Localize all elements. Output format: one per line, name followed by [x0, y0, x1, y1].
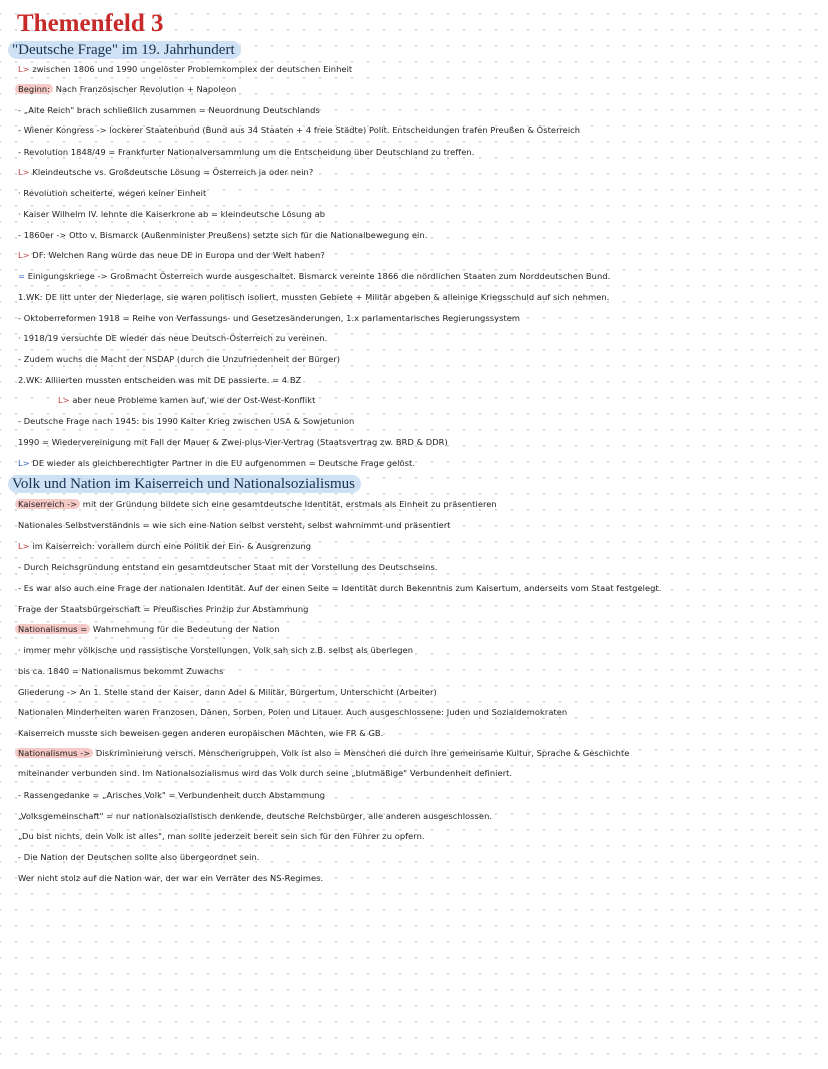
note-line [18, 747, 824, 759]
note-line [18, 332, 824, 344]
note-line [18, 603, 824, 615]
note-line [18, 249, 824, 261]
note-text: Wahrnehmung für die Bedeutung der Nation [90, 624, 280, 634]
section-heading: "Deutsche Frage" im 19. Jahrhundert [8, 41, 241, 59]
note-text: - Revolution 1848/49 = Frankfurter Nationalversammlung um die Entscheidung über Deutschland zu treffen. [18, 147, 475, 157]
note-text: · Revolution scheiterte, wegen keiner Einheit [18, 188, 207, 198]
note-line [18, 519, 824, 531]
note-text: - Wiener Kongress -> lockerer Staatenbund (Bund aus 34 Staaten + 4 freie Städte) Polit. Entscheidungen trafen Preußen & Österreich [18, 125, 581, 135]
note-text: 1990 = Wiedervereinigung mit Fall der Mauer & Zwei-plus-Vier-Vertrag (Staatsvertrag zw. BRD & DDR) [18, 437, 448, 447]
section-heading: Volk und Nation im Kaiserreich und Nationalsozialismus [8, 475, 361, 493]
note-text: „Du bist nichts, dein Volk ist alles", man sollte jederzeit bereit sein sich für den Führer zu opfern. [18, 831, 425, 841]
note-text: Gliederung -> An 1. Stelle stand der Kaiser, dann Adel & Militär, Bürgertum, Unterschicht (Arbeiter) [18, 687, 437, 697]
note-line [18, 789, 824, 801]
note-line [18, 706, 824, 718]
highlight-keyword: Nationalismus -> [15, 748, 93, 758]
note-text: aber neue Probleme kamen auf, wie der Ost-West-Konflikt [69, 395, 316, 405]
note-line [18, 665, 824, 677]
note-text: 1.WK: DE litt unter der Niederlage, sie waren politisch isoliert, mussten Gebiete + Militär abgeben & alleinige Kriegsschuld auf sich nehmen. [18, 292, 610, 302]
note-line [18, 63, 824, 75]
note-line [18, 561, 824, 573]
note-line [18, 229, 824, 241]
note-text: · Kaiser Wilhelm IV. lehnte die Kaiserkrone ab = kleindeutsche Lösung ab [18, 209, 326, 219]
note-text: Kaiserreich musste sich beweisen gegen anderen europäischen Mächten, wie FR & GB. [18, 728, 384, 738]
note-line [18, 457, 824, 469]
note-line [18, 270, 824, 282]
highlight-keyword: Beginn: [15, 84, 53, 94]
page-title: Themenfeld 3 [17, 10, 164, 37]
equals-marker: = [18, 271, 26, 281]
note-text: zwischen 1806 und 1990 ungelöster Problemkomplex der deutschen Einheit [29, 64, 353, 74]
note-text: Diskriminierung versch. Menschengruppen, Volk ist also = Menschen die durch ihre gemeinsame Kultur, Sprache & Geschichte [93, 748, 630, 758]
note-text: Kleindeutsche vs. Großdeutsche Lösung = Österreich ja oder nein? [29, 167, 314, 177]
note-text: - Rassengedanke = „Arisches Volk" = Verbundenheit durch Abstammung [18, 790, 326, 800]
note-line [18, 767, 824, 779]
note-line [18, 187, 824, 199]
arrow-marker: L> [18, 167, 30, 177]
note-line [18, 208, 824, 220]
note-text: bis ca. 1840 = Nationalismus bekommt Zuwachs [18, 666, 224, 676]
note-line [18, 104, 824, 116]
note-text: · 1918/19 versuchte DE wieder das neue Deutsch-Österreich zu vereinen. [18, 333, 328, 343]
note-line [18, 291, 824, 303]
note-line [18, 686, 824, 698]
note-text: Nationales Selbstverständnis = wie sich eine Nation selbst versteht, selbst wahrnimmt und präsentiert [18, 520, 451, 530]
note-text: miteinander verbunden sind. Im Nationalsozialismus wird das Volk durch seine „blutmäßige" Verbundenheit definiert. [18, 768, 513, 778]
note-text: Frage der Staatsbürgerschaft = Preußisches Prinzip zur Abstammung [18, 604, 309, 614]
note-line [18, 83, 824, 95]
note-line [18, 830, 824, 842]
arrow-marker: L> [18, 458, 30, 468]
note-text: Einigungskriege -> Großmacht Österreich wurde ausgeschaltet. Bismarck vereinte 1866 die nördlichen Staaten zum Norddeutschen Bund. [25, 271, 611, 281]
note-line [18, 436, 824, 448]
note-text: Nationalen Minderheiten waren Franzosen, Dänen, Sorben, Polen und Litauer. Auch ausgeschlossene: Juden und Sozialdemokraten [18, 707, 568, 717]
note-line [58, 394, 828, 406]
note-text: - Es war also auch eine Frage der nationalen Identität. Auf der einen Seite = Identität durch Bekenntnis zum Kaisertum, anderseits vom Staat festgelegt. [18, 583, 662, 593]
note-line [18, 872, 824, 884]
note-line [18, 644, 824, 656]
note-line [18, 498, 824, 510]
note-line [18, 374, 824, 386]
note-line [18, 623, 824, 635]
note-line [18, 124, 824, 136]
note-line [18, 312, 824, 324]
arrow-marker: L> [18, 250, 30, 260]
note-text: - Durch Reichsgründung entstand ein gesamtdeutscher Staat mit der Vorstellung des Deutschseins. [18, 562, 438, 572]
note-line [18, 146, 824, 158]
note-line [18, 851, 824, 863]
note-text: DE wieder als gleichberechtigter Partner in die EU aufgenommen = Deutsche Frage gelöst. [29, 458, 416, 468]
note-text: - 1860er -> Otto v. Bismarck (Außenminister Preußens) setzte sich für die Nationalbewegung ein. [18, 230, 428, 240]
note-text: 2.WK: Alliierten mussten entscheiden was mit DE passierte. = 4 BZ [18, 375, 302, 385]
note-text: - Zudem wuchs die Macht der NSDAP (durch die Unzufriedenheit der Bürger) [18, 354, 341, 364]
arrow-marker: L> [58, 395, 70, 405]
highlight-keyword: Kaiserreich -> [15, 499, 80, 509]
highlight-keyword: Nationalismus = [15, 624, 90, 634]
note-line [18, 727, 824, 739]
note-line [18, 582, 824, 594]
note-text: - Oktoberreformen 1918 = Reihe von Verfassungs- und Gesetzesänderungen, 1.x parlamentarisches Regierungssystem [18, 313, 521, 323]
note-text: - „Alte Reich" brach schließlich zusammen = Neuordnung Deutschlands [18, 105, 320, 115]
note-text: mit der Gründung bildete sich eine gesamtdeutsche Identität, erstmals als Einheit zu präsentieren [80, 499, 497, 509]
note-text: DF: Welchen Rang würde das neue DE in Europa und der Welt haben? [29, 250, 325, 260]
note-line [18, 810, 824, 822]
note-line [18, 166, 824, 178]
note-line [18, 353, 824, 365]
note-text: - Deutsche Frage nach 1945: bis 1990 Kalter Krieg zwischen USA & Sowjetunion [18, 416, 355, 426]
note-text: - Die Nation der Deutschen sollte also übergeordnet sein. [18, 852, 260, 862]
note-text: „Volksgemeinschaft" = nur nationalsozialistisch denkende, deutsche Reichsbürger, alle anderen ausgeschlossen. [18, 811, 493, 821]
note-text: Nach Französischer Revolution + Napoleon [53, 84, 237, 94]
note-text: · immer mehr völkische und rassistische Vorstellungen, Volk sah sich z.B. selbst als überlegen [18, 645, 414, 655]
note-text: Wer nicht stolz auf die Nation war, der war ein Verräter des NS-Regimes. [18, 873, 324, 883]
note-text: im Kaiserreich: vorallem durch eine Politik der Ein- & Ausgrenzung [29, 541, 312, 551]
arrow-marker: L> [18, 64, 30, 74]
note-line [18, 415, 824, 427]
note-line [18, 540, 824, 552]
arrow-marker: L> [18, 541, 30, 551]
